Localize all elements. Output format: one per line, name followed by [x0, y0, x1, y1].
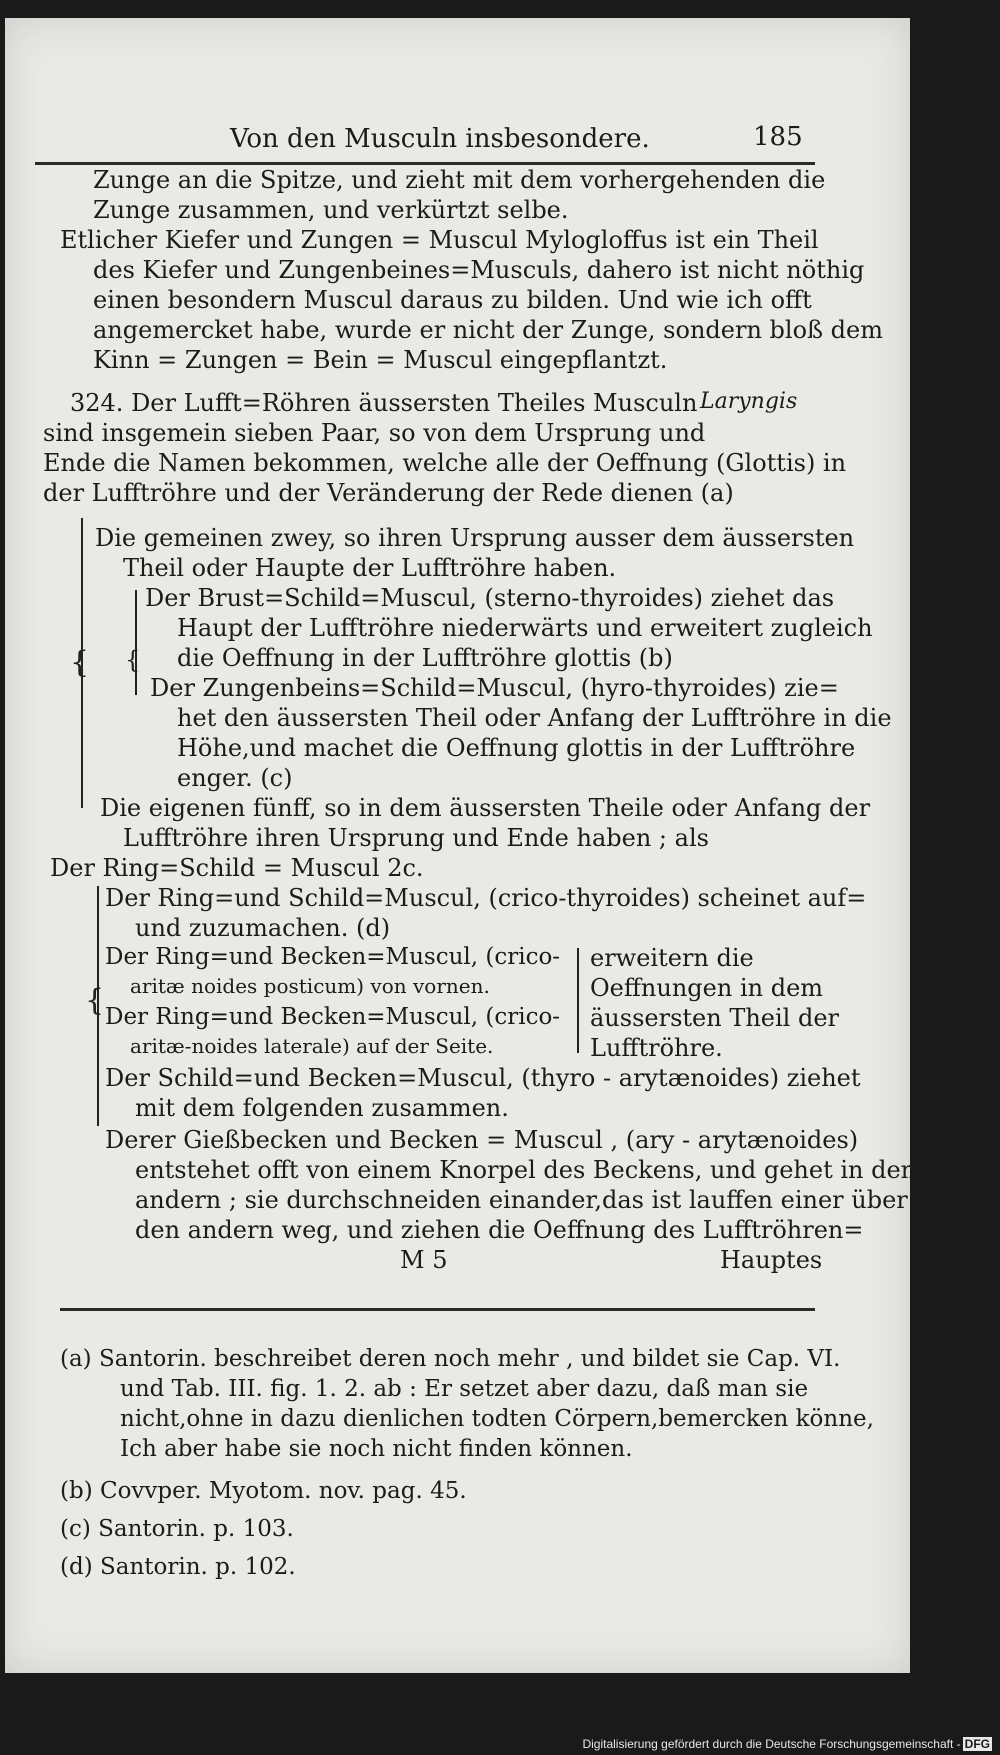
text-line: der Lufftröhre und der Veränderung der Rede dienen (a)	[43, 479, 734, 507]
text-line: Etlicher Kiefer und Zungen = Muscul Mylogloffus ist ein Theil	[60, 226, 819, 254]
running-title: Von den Musculn insbesondere.	[230, 124, 650, 154]
brace-glyph: {	[85, 983, 105, 1018]
text-line: und zuzumachen. (d)	[135, 914, 391, 942]
footnote-line: (c) Santorin. p. 103.	[60, 1516, 294, 1542]
footnote-line: und Tab. III. fig. 1. 2. ab : Er setzet aber dazu, daß man sie	[120, 1376, 809, 1402]
digitization-credit	[582, 1737, 992, 1751]
text-line: Lufftröhre.	[590, 1034, 723, 1062]
right-brace-line	[577, 948, 579, 1053]
inner-brace-line	[135, 590, 137, 695]
text-line: den andern weg, und ziehen die Oeffnung des Lufftröhren=	[135, 1216, 864, 1244]
text-line: Lufftröhre ihren Ursprung und Ende haben ; als	[123, 824, 709, 852]
footnote-line: (b) Covvper. Myotom. nov. pag. 45.	[60, 1478, 467, 1504]
book-page	[5, 18, 917, 1673]
footnote-line: (a) Santorin. beschreibet deren noch mehr , und bildet sie Cap. VI.	[60, 1346, 841, 1372]
text-line: einen besondern Muscul daraus zu bilden. Und wie ich offt	[93, 286, 812, 314]
footnote-line: Ich aber habe sie noch nicht finden können.	[120, 1436, 633, 1462]
text-line: Der Zungenbeins=Schild=Muscul, (hyro-thyroides) zie=	[150, 674, 839, 702]
text-line: die Oeffnung in der Lufftröhre glottis (b)	[177, 644, 673, 672]
text-line: Kinn = Zungen = Bein = Muscul eingepflantzt.	[93, 346, 668, 374]
text-line: Der Brust=Schild=Muscul, (sterno-thyroides) ziehet das	[145, 584, 835, 612]
text-line: aritæ-noides laterale) auf der Seite.	[130, 1034, 494, 1058]
text-line: äussersten Theil der	[590, 1004, 840, 1032]
brace-glyph: {	[70, 645, 90, 680]
text-line: des Kiefer und Zungenbeines=Musculs, dahero ist nicht nöthig	[93, 256, 865, 284]
text-line: Zunge zusammen, und verkürtzt selbe.	[93, 196, 569, 224]
text-line: Der Ring=und Becken=Muscul, (crico-	[105, 944, 561, 970]
footnote-rule	[60, 1308, 815, 1311]
text-line: andern ; sie durchschneiden einander,das ist lauffen einer über	[135, 1186, 908, 1214]
text-line: enger. (c)	[177, 764, 293, 792]
section-heading: 324. Der Lufft=Röhren äussersten Theiles Musculn	[70, 389, 698, 417]
text-line: Derer Gießbecken und Becken = Muscul , (ary - arytænoides)	[105, 1126, 859, 1154]
signature-mark: M 5	[400, 1246, 448, 1274]
text-line: mit dem folgenden zusammen.	[135, 1094, 509, 1122]
text-line: Der Ring=Schild = Muscul 2c.	[50, 854, 424, 882]
text-line: Die gemeinen zwey, so ihren Ursprung ausser dem äussersten	[95, 524, 855, 552]
text-line: Höhe,und machet die Oeffnung glottis in der Lufftröhre	[177, 734, 856, 762]
dfg-logo: DFG	[964, 1737, 990, 1751]
text-line: erweitern die	[590, 944, 754, 972]
footnote-line: nicht,ohne in dazu dienlichen todten Cörpern,bemercken könne,	[120, 1406, 874, 1432]
text-line: aritæ noides posticum) von vornen.	[130, 974, 490, 998]
catchword: Hauptes	[720, 1246, 823, 1274]
text-line: angemercket habe, wurde er nicht der Zunge, sondern bloß dem	[93, 316, 883, 344]
page-number: 185	[753, 122, 803, 152]
header-rule	[35, 162, 815, 165]
text-line: Der Schild=und Becken=Muscul, (thyro - arytænoides) ziehet	[105, 1064, 861, 1092]
credit-text: Digitalisierung gefördert durch die Deutsche Forschungsgemeinschaft -	[582, 1737, 961, 1751]
text-line: sind insgemein sieben Paar, so von dem Ursprung und	[43, 419, 706, 447]
text-line: Der Ring=und Schild=Muscul, (crico-thyroides) scheinet auf=	[105, 884, 867, 912]
text-line: Die eigenen fünff, so in dem äussersten Theile oder Anfang der	[100, 794, 871, 822]
text-line: entstehet offt von einem Knorpel des Beckens, und gehet in den	[135, 1156, 917, 1184]
margin-note: Laryngis	[700, 389, 798, 414]
text-line: Haupt der Lufftröhre niederwärts und erweitert zugleich	[177, 614, 873, 642]
footnote-line: (d) Santorin. p. 102.	[60, 1554, 296, 1580]
text-line: het den äussersten Theil oder Anfang der Lufftröhre in die	[177, 704, 892, 732]
text-line: Ende die Namen bekommen, welche alle der Oeffnung (Glottis) in	[43, 449, 847, 477]
text-line: Theil oder Haupte der Lufftröhre haben.	[123, 554, 617, 582]
text-line: Der Ring=und Becken=Muscul, (crico-	[105, 1004, 561, 1030]
inner-brace-glyph: {	[125, 646, 141, 674]
text-line: Oeffnungen in dem	[590, 974, 824, 1002]
text-line: Zunge an die Spitze, und zieht mit dem vorhergehenden die	[93, 166, 826, 194]
